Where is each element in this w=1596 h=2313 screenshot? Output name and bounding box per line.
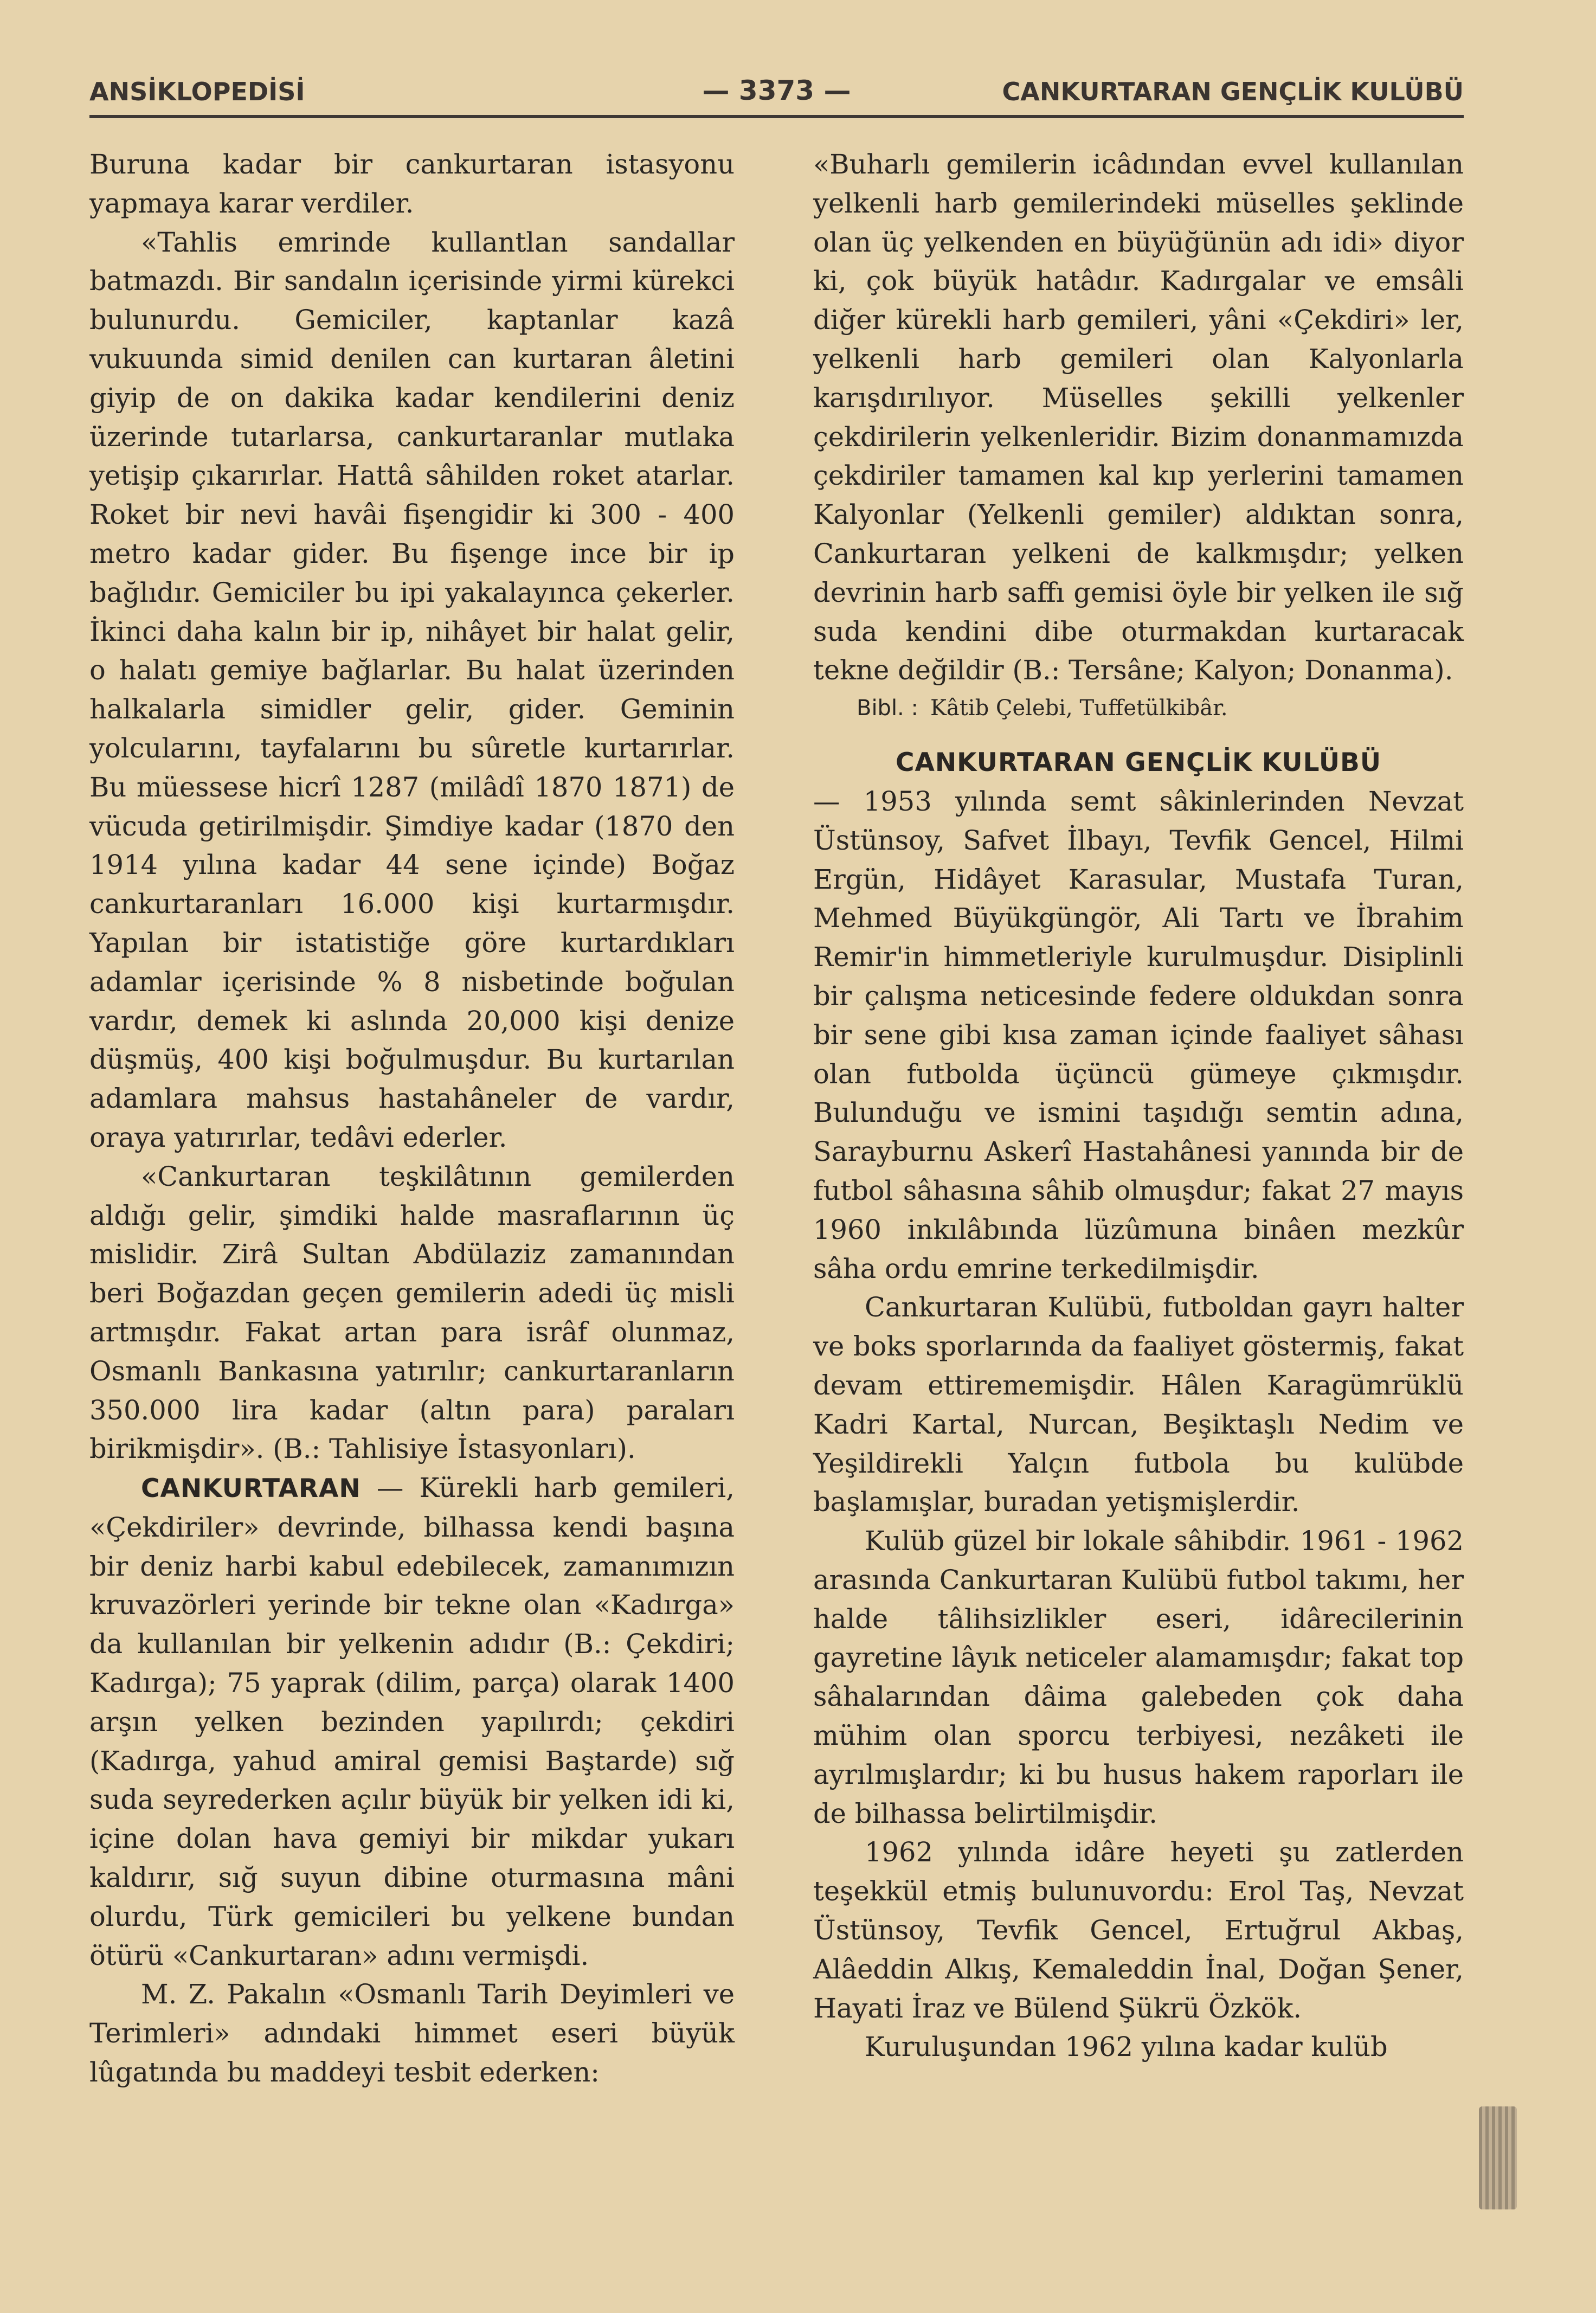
paragraph: «Tahlis emrinde kullantlan sandallar batmazdı. Bir sandalın içerisinde yirmi kürekci bulunurdu. Gemiciler, kaptanlar kazâ vukuunda simid denilen can kurtaran âletini giyip de on dakika kadar kendilerini deniz üzerinde tutarlarsa, cankurtaranlar mutlaka yetişip çıkarırlar. Hattâ sâhilden roket atarlar. Roket bir nevi havâi fişengidir ki 300 - 400 metro kadar gider. Bu fişenge ince bir ip bağlıdır. Gemiciler bu ipi yakalayınca çekerler. İkinci daha kalın bir ip, nihâyet bir halat gelir, o halatı gemiye bağlarlar. Bu halat üzerinden halkalarla simidler gelir, gider. Geminin yolcularını, tayfalarını bu sûretle kurtarırlar. Bu müessese hicrî 1287 (milâdî 1870 1871) de vücuda getirilmişdir. Şimdiye kadar (1870 den 1914 yılına kadar 44 sene içinde) Boğaz cankurtaranları 16.000 kişi kurtarmışdır. Yapılan bir istatistiğe göre kurtardıkları adamlar içerisinde % 8 nisbetinde boğulan vardır, demek ki aslında 20,000 kişi denize düşmüş, 400 kişi boğulmuşdur. Bu kurtarılan adamlara mahsus hastahâneler de vardır, oraya yatırırlar, tedâvi ederler.: [89, 226, 735, 1153]
header-divider: [89, 115, 1464, 118]
bibliography-text: Kâtib Çelebi, Tuffetülkibâr.: [930, 696, 1228, 721]
paragraph: Kulüb güzel bir lokale sâhibdir. 1961 - 1962 arasında Cankurtaran Kulübü futbol takımı, her halde tâlihsizlikler eseri, idârecilerinin gayretine lâyık neticeler alamamışdır; fakat top sâhalarından dâima galebeden çok daha mühim olan sporcu terbiyesi, nezâketi ile ayrılmışlardır; ki bu husus hakem raporları ile de bilhassa belirtilmişdir.: [813, 1525, 1464, 1829]
header-encyclopedia-title: ANSİKLOPEDİSİ: [89, 77, 305, 106]
library-stamp: [1479, 2106, 1517, 2209]
page-header: [89, 69, 1464, 115]
paragraph: Cankurtaran Kulübü, futboldan gayrı halter ve boks sporlarında da faaliyet göstermiş, fakat devam ettirememişdir. Hâlen Karagümrüklü Kadri Kartal, Nurcan, Beşiktaşlı Nedim ve Yeşildirekli Yalçın futbola bu kulübde başlamışlar, buradan yetişmişlerdir.: [813, 1292, 1464, 1518]
paragraph: — 1953 yılında semt sâkinlerinden Nevzat Üstünsoy, Safvet İlbayı, Tevfik Gencel, Hilmi Ergün, Hidâyet Karasular, Mustafa Turan, Mehmed Büyükgüngör, Ali Tartı ve İbrahim Remir'in himmetleriyle kurulmuşdur. Disiplinli bir çalışma neticesinde federe oldukdan sonra bir sene gibi kısa zaman içinde faaliyet sâhası olan futbolda üçüncü gümeye çıkmışdır. Bulunduğu ve ismini taşıdığı semtin adına, Sarayburnu Askerî Hastahânesi yanında bir de futbol sâhasına sâhib olmuşdur; fakat 27 mayıs 1960 inkılâbında lüzûmuna binâen mezkûr sâha ordu emrine terkedilmişdir.: [813, 785, 1464, 1284]
paragraph: Kuruluşundan 1962 yılına kadar kulüb: [865, 2031, 1388, 2063]
entry-cankurtaran: [89, 1469, 735, 1975]
header-entry-title: CANKURTARAN GENÇLİK KULÜBÜ: [1002, 77, 1464, 106]
entry-text: — Kürekli harb gemileri, «Çekdiriler» devrinde, bilhassa kendi başına bir deniz harbi kabul edebilecek, zamanımızın kruvazörleri yerinde bir tekne olan «Kadırga» da kullanılan bir yelkenin adıdır (B.: Çekdiri; Kadırga); 75 yaprak (dilim, parça) olarak 1400 arşın yelken bezinden yapılırdı; çekdiri (Kadırga, yahud amiral gemisi Baştarde) sığ suda seyrederken açılır büyük bir yelken idi ki, içine dolan hava gemiyi bir mikdar yukarı kaldırır, sığ suyun dibine oturmasına mâni olurdu, Türk gemicileri bu yelkene bundan ötürü «Cankurtaran» adını vermişdi.: [89, 1472, 735, 1971]
left-column: [89, 145, 735, 2092]
paragraph: «Cankurtaran teşkilâtının gemilerden aldığı gelir, şimdiki halde masraflarının üç mislidir. Zirâ Sultan Abdülaziz zamanından beri Boğazdan geçen gemilerin adedi üç misli artmışdır. Fakat artan para isrâf olunmaz, Osmanlı Bankasına yatırılır; cankurtaranların 350.000 lira kadar (altın para) paraları birikmişdir». (B.: Tahlisiye İstasyonları).: [89, 1160, 735, 1465]
paragraph: «Buharlı gemilerin icâdından evvel kullanılan yelkenli harb gemilerindeki müselles şeklinde olan üç yelkenden en büyüğünün adı idi» diyor ki, çok büyük hatâdır. Kadırgalar ve emsâli diğer kürekli harb gemileri, yâni «Çekdiri» ler, yelkenli harb gemileri olan Kalyonlarla karışdırılıyor. Müselles şekilli yelkenler çekdirilerin yelkenleridir. Bizim donanmamızda çekdiriler tamamen kal kıp yerlerini tamamen Kalyonlar (Yelkenli gemiler) aldıktan sonra, Cankurtaran yelkeni de kalkmışdır; yelken devrinin harb saffı gemisi öyle bir yelken ile sığ suda kendini dibe oturmakdan kurtaracak tekne değildir (B.: Tersâne; Kalyon; Donanma).: [813, 149, 1464, 686]
paragraph: 1962 yılında idâre heyeti şu zatlerden teşekkül etmiş bulunuvordu: Erol Taş, Nevzat Üstünsoy, Tevfik Gencel, Ertuğrul Akbaş, Alâeddin Alkış, Kemaleddin İnal, Doğan Şener, Hayati İraz ve Bülend Şükrü Özkök.: [813, 1836, 1464, 2024]
paragraph: Buruna kadar bir cankurtaran istasyonu yapmaya karar verdiler.: [89, 149, 735, 219]
page-number: — 3373 —: [702, 75, 851, 106]
entry-keyword: CANKURTARAN: [141, 1474, 361, 1504]
bibliography-label: Bibl. :: [857, 696, 918, 721]
paragraph: M. Z. Pakalın «Osmanlı Tarih Deyimleri ve Terimleri» adındaki himmet eseri büyük lûgatında bu maddeyi tesbit ederken:: [89, 1978, 735, 2089]
section-title: CANKURTARAN GENÇLİK KULÜBÜ: [895, 748, 1381, 778]
right-column: [813, 145, 1464, 2067]
bibliography: [813, 691, 1464, 725]
